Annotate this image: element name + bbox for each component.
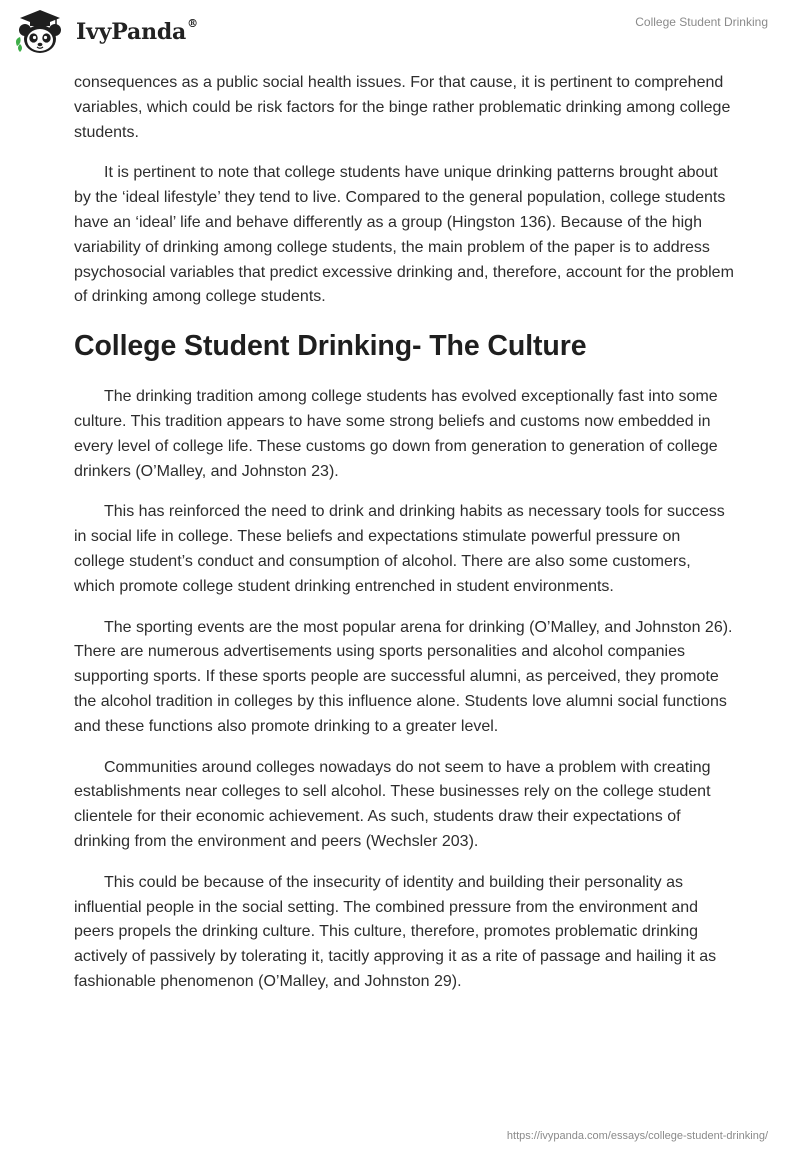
paragraph-culture-1: The drinking tradition among college students has evolved exceptionally fast into some culture. This tradition appears to have some strong beliefs and customs now embedded in every level of college life. These customs go down from generation to generation of college drinkers (O’Malley, and Johnston 23). xyxy=(74,388,718,480)
registered-mark: ® xyxy=(187,17,198,30)
document-title: College Student Drinking xyxy=(635,15,768,29)
page-header xyxy=(0,0,800,64)
panda-logo-icon xyxy=(14,8,66,56)
paragraph-intro-1: consequences as a public social health issues. For that cause, it is pertinent to comprehend variables, which could be risk factors for the binge rather problematic drinking among college students. xyxy=(74,74,731,141)
paragraph-intro-2: It is pertinent to note that college students have unique drinking patterns brought about by the ‘ideal lifestyle’ they tend to live. Compared to the general population, college students have an ‘ideal’ life and behave differently as a group (Hingston 136). Because of the high variability of drinking among college students, the main problem of the paper is to address psychosocial variables that predict excessive drinking and, therefore, account for the problem of drinking among college students. xyxy=(74,164,734,306)
logo-wordmark: IvyPanda xyxy=(76,19,187,45)
paragraph-culture-4: Communities around colleges nowadays do not seem to have a problem with creating establishments near colleges to sell alcohol. These businesses rely on the college student clientele for their economic achievement. As such, students draw their expectations of drinking from the environment and peers (Wechsler 203). xyxy=(74,758,711,850)
paragraph-culture-3: The sporting events are the most popular arena for drinking (O’Malley, and Johnston 26). There are numerous advertisements using sports personalities and alcohol companies supporting sports. If these sports people are successful alumni, as perceived, they promote the alcohol tradition in colleges by this influence alone. Students love alumni social functions and these functions also promote drinking to a greater level. xyxy=(74,618,733,735)
section-heading: College Student Drinking- The Culture xyxy=(74,330,587,363)
paragraph-culture-5: This could be because of the insecurity of identity and building their personality as influential people in the social setting. The combined pressure from the environment and peers propels the drinking culture. This culture, therefore, promotes problematic drinking actively of passively by tolerating it, tacitly approving it as a rite of passage and hailing it as fashionable phenomenon (O’Malley, and Johnston 29). xyxy=(74,873,717,990)
paragraph-culture-2: This has reinforced the need to drink and drinking habits as necessary tools for success in social life in college. These beliefs and expectations stimulate powerful pressure on college student’s conduct and consumption of alcohol. There are also some customers, which promote college student drinking entrenched in student environments. xyxy=(74,503,725,595)
source-url[interactable]: https://ivypanda.com/essays/college-student-drinking/ xyxy=(506,1130,768,1142)
ivypanda-logo[interactable] xyxy=(14,8,198,56)
essay-content xyxy=(74,71,734,1011)
logo-text xyxy=(76,19,198,45)
